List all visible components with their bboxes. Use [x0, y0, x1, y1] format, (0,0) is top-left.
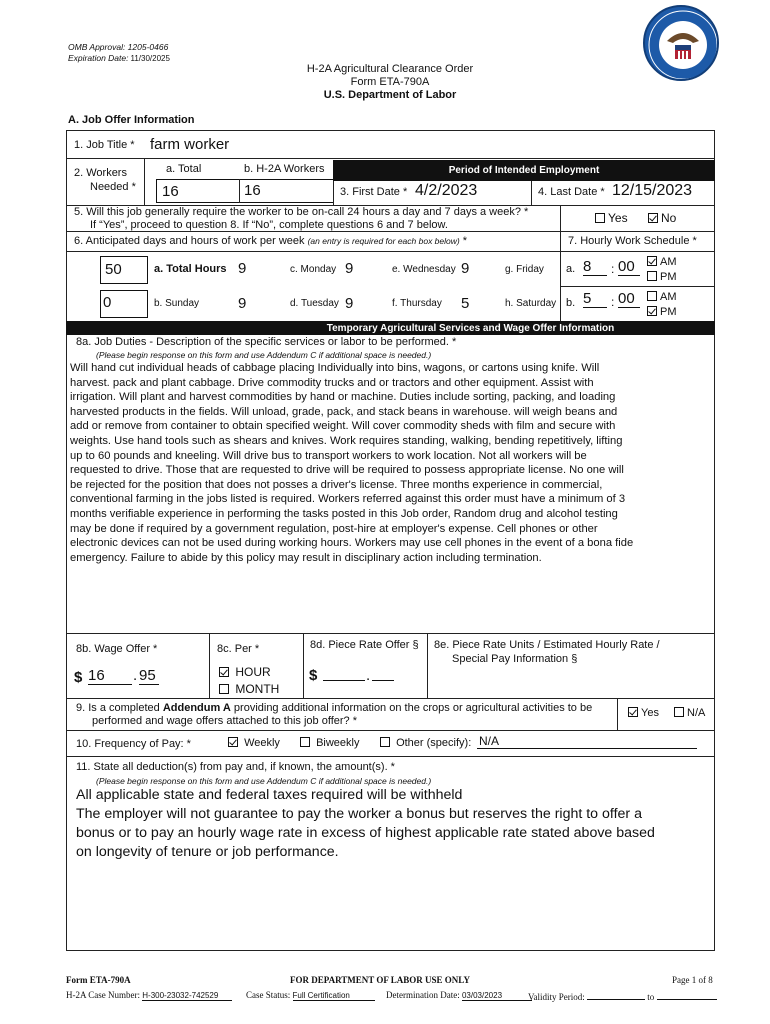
omb-approval: OMB Approval: 1205-0466	[68, 42, 169, 52]
wage-offer-label: 8b. Wage Offer *	[76, 643, 158, 655]
total-hours-label: a. Total Hours	[154, 263, 227, 275]
monday-label: c. Monday	[290, 264, 337, 275]
q7-b-colon: :	[611, 295, 615, 309]
deductions-line: The employer will not guarantee to pay the worker a bonus but reserves the right to offer a	[76, 806, 642, 822]
footer-form: Form ETA-790A	[66, 975, 131, 985]
footer-validity: Validity Period: to	[528, 992, 717, 1002]
q9-na[interactable]: N/A	[674, 707, 705, 719]
pay-weekly[interactable]: Weekly	[228, 737, 280, 749]
total-hours-day-input[interactable]: 9	[238, 260, 247, 277]
expiration-value: 11/30/2025	[130, 54, 170, 63]
piece-rate-dollar: $	[309, 667, 318, 684]
thursday-label: f. Thursday	[392, 298, 442, 309]
sunday-day-input[interactable]: 9	[238, 295, 247, 312]
tuesday-input[interactable]: 9	[345, 295, 354, 312]
job-duties-line: harvested products in the fields. Will unload, grade, pack, and stack beans in warehouse. will weigh beans and	[70, 405, 618, 418]
form-number: Form ETA-790A	[350, 76, 430, 88]
monday-input[interactable]: 9	[345, 260, 354, 277]
expiration-label: Expiration Date: 11/30/2025	[68, 53, 170, 63]
case-status-value: Full Certification	[293, 991, 375, 1001]
footer-page: Page 1 of 8	[672, 975, 713, 985]
q5-text: 5. Will this job generally require the worker to be on-call 24 hours a day and 7 days a week? *	[74, 206, 529, 218]
q7-b-am-checkbox[interactable]	[647, 291, 657, 301]
job-duties-label: 8a. Job Duties - Description of the specific services or labor to be performed. *	[76, 336, 457, 348]
job-duties-line: electronic devices can not be used during working hours. Workers may use cell phones in the event of a bona fide	[70, 537, 634, 550]
special-pay-label: Special Pay Information §	[452, 653, 578, 665]
q7-b-label: b.	[566, 297, 576, 309]
job-duties-line: irrigation. Will plant and harvest commodities by hand or machine. Duties include sorting, packing, and loading	[70, 391, 616, 404]
department-name: U.S. Department of Labor	[323, 89, 457, 101]
footer-case-status: Case Status: Full Certification	[246, 990, 375, 1001]
section-a-title: A. Job Offer Information	[68, 114, 195, 126]
q7-a-label: a.	[566, 263, 576, 275]
wage-cents-input[interactable]: 95	[139, 667, 159, 685]
q7-a-pm[interactable]: PM	[647, 271, 677, 283]
sunday-hours-input[interactable]: 0	[103, 294, 112, 311]
wednesday-label: e. Wednesday	[392, 264, 456, 275]
piece-rate-units-label: 8e. Piece Rate Units / Estimated Hourly Rate /	[434, 639, 660, 651]
pay-other-input[interactable]: N/A	[477, 734, 697, 749]
workers-needed-label: 2. Workers	[74, 167, 127, 179]
q5-yes[interactable]: Yes	[595, 211, 628, 225]
footer-determination: Determination Date: 03/03/2023	[386, 990, 532, 1001]
first-date-label: 3. First Date *	[340, 186, 408, 198]
per-hour-checkbox[interactable]	[219, 667, 229, 677]
last-date-label: 4. Last Date *	[538, 186, 605, 198]
form-title: H-2A Agricultural Clearance Order	[306, 63, 474, 75]
q9-yes[interactable]: Yes	[628, 707, 659, 719]
job-duties-text[interactable]	[70, 361, 715, 565]
q7-b-pm-checkbox[interactable]	[647, 306, 657, 316]
per-month-checkbox[interactable]	[219, 684, 229, 694]
q7-a-hour[interactable]: 8	[583, 258, 607, 276]
piece-rate-label: 8d. Piece Rate Offer §	[310, 639, 419, 651]
q7-b-pm[interactable]: PM	[647, 306, 677, 318]
piece-rate-cents-input[interactable]	[372, 680, 394, 681]
deductions-line: on longevity of tenure or job performance.	[76, 844, 339, 860]
per-month[interactable]: MONTH	[219, 682, 279, 696]
q5-yes-checkbox[interactable]	[595, 213, 605, 223]
dol-seal-logo	[643, 5, 719, 81]
workers-needed-label2: Needed *	[90, 181, 136, 193]
pay-frequency-label: 10. Frequency of Pay: *	[76, 738, 191, 750]
q7-a-am[interactable]: AM	[647, 256, 677, 268]
h2a-workers-input[interactable]: 16	[244, 182, 261, 199]
wednesday-input[interactable]: 9	[461, 260, 470, 277]
q7-b-am[interactable]: AM	[647, 291, 677, 303]
job-duties-line: requested to drive. Those that are requested to drive will be required to possess appropriate license. No one will	[70, 464, 624, 477]
saturday-label: h. Saturday	[505, 298, 557, 309]
job-duties-line: conventional farming in the jobs listed is required. Workers referred against this order must have a minimum of 3	[70, 493, 626, 506]
friday-label: g. Friday	[505, 264, 544, 275]
footer-case-number: H-2A Case Number: H-300-23032-742529	[66, 990, 232, 1001]
job-duties-line: emergency. Failure to abide by this policy may result in disciplinary action including termination.	[70, 551, 542, 564]
job-duties-line: up to 60 pounds and kneeling. Will drive bus to transport workers to work location. Not all workers will be	[70, 449, 587, 462]
total-workers-input[interactable]: 16	[162, 183, 179, 200]
job-title-value[interactable]: farm worker	[150, 136, 230, 153]
q7-a-am-checkbox[interactable]	[647, 256, 657, 266]
pay-weekly-checkbox[interactable]	[228, 737, 238, 747]
q5-text-2: If “Yes”, proceed to question 8. If “No”, complete questions 6 and 7 below.	[90, 219, 448, 231]
wage-dollars-input[interactable]: 16	[88, 667, 132, 685]
h2a-workers-label: b. H-2A Workers	[244, 163, 325, 175]
case-number-value: H-300-23032-742529	[142, 991, 232, 1001]
q7-b-hour[interactable]: 5	[583, 290, 607, 308]
job-duties-line: Will hand cut individual heads of cabbage placing Individually into bins, wagons, or cartons using knife. Will	[70, 362, 600, 374]
per-hour[interactable]: HOUR	[219, 665, 271, 679]
piece-rate-decimal: .	[366, 667, 371, 684]
temp-services-header: Temporary Agricultural Services and Wage Offer Information	[66, 321, 715, 335]
q7-a-min[interactable]: 00	[618, 258, 640, 276]
job-duties-line: months verifiable experience in performing the tasks posted in this Job order, Random drug and alcohol testing	[70, 507, 618, 520]
q5-no[interactable]: No	[648, 211, 676, 225]
pay-other-checkbox[interactable]	[380, 737, 390, 747]
thursday-input[interactable]: 5	[461, 295, 470, 312]
q9-yes-checkbox[interactable]	[628, 707, 638, 717]
last-date-input[interactable]: 12/15/2023	[612, 182, 693, 199]
job-duties-line: may be done if required by a government regulation, post-hire at employer's expense. Cell phones or other	[70, 522, 598, 535]
determination-value: 03/03/2023	[462, 991, 532, 1001]
job-duties-note: (Please begin response on this form and use Addendum C if additional space is needed.)	[96, 350, 432, 360]
deductions-note: (Please begin response on this form and use Addendum C if additional space is needed.)	[96, 776, 432, 786]
job-title-label: 1. Job Title *	[74, 139, 135, 151]
total-workers-label: a. Total	[166, 163, 202, 175]
q7-label: 7. Hourly Work Schedule *	[568, 235, 697, 247]
job-duties-line: add or remove from container to obtain specified weight. Will cover commodity sheds with film and secure with	[70, 420, 616, 433]
first-date-input[interactable]: 4/2/2023	[415, 182, 478, 199]
q6-note: (an entry is required for each box below)	[307, 236, 460, 246]
deductions-label: 11. State all deduction(s) from pay and, if known, the amount(s). *	[76, 761, 395, 773]
pay-biweekly[interactable]: Biweekly	[300, 737, 359, 749]
total-hours-input[interactable]: 50	[105, 261, 122, 278]
pay-other[interactable]: Other (specify):	[380, 737, 471, 749]
per-label: 8c. Per *	[217, 643, 260, 655]
pay-biweekly-checkbox[interactable]	[300, 737, 310, 747]
q7-b-min[interactable]: 00	[618, 290, 640, 308]
wage-dollar-sign: $	[74, 669, 83, 686]
q9-na-checkbox[interactable]	[674, 707, 684, 717]
deductions-line: bonus or to pay an hourly wage rate in excess of highest applicable rate stated above based	[76, 825, 655, 841]
job-duties-line: harvest. pack and plant cabbage. Drive commodity trucks and or tractors and other equipment. Assist with	[70, 376, 594, 389]
footer-dol-use: FOR DEPARTMENT OF LABOR USE ONLY	[290, 975, 470, 985]
q7-a-pm-checkbox[interactable]	[647, 271, 657, 281]
seal-emblem-icon	[645, 7, 719, 81]
q7-a-colon: :	[611, 262, 615, 276]
sunday-label: b. Sunday	[154, 298, 200, 309]
period-header: Period of Intended Employment	[333, 160, 715, 181]
q5-no-checkbox[interactable]	[648, 213, 658, 223]
deductions-text[interactable]	[76, 786, 711, 862]
piece-rate-dollars-input[interactable]	[323, 680, 365, 681]
wage-decimal: .	[133, 667, 138, 684]
job-duties-line: be rejected for the position that does not posses a driver's license. Three months experience in commercial,	[70, 478, 603, 491]
q9-text: 9. Is a completed Addendum A providing additional information on the crops or agricultural activities to be	[76, 702, 593, 714]
q6-label: 6. Anticipated days and hours of work per week (an entry is required for each box below) *	[74, 235, 468, 247]
q9-text-2: performed and wage offers attached to this job offer? *	[92, 715, 357, 727]
job-duties-line: weights. Use hand tools such as shears and knives. Work requires standing, walking, bending repetitively, lifting	[70, 434, 623, 447]
deductions-line: All applicable state and federal taxes required will be withheld	[76, 787, 463, 803]
tuesday-label: d. Tuesday	[290, 298, 339, 309]
